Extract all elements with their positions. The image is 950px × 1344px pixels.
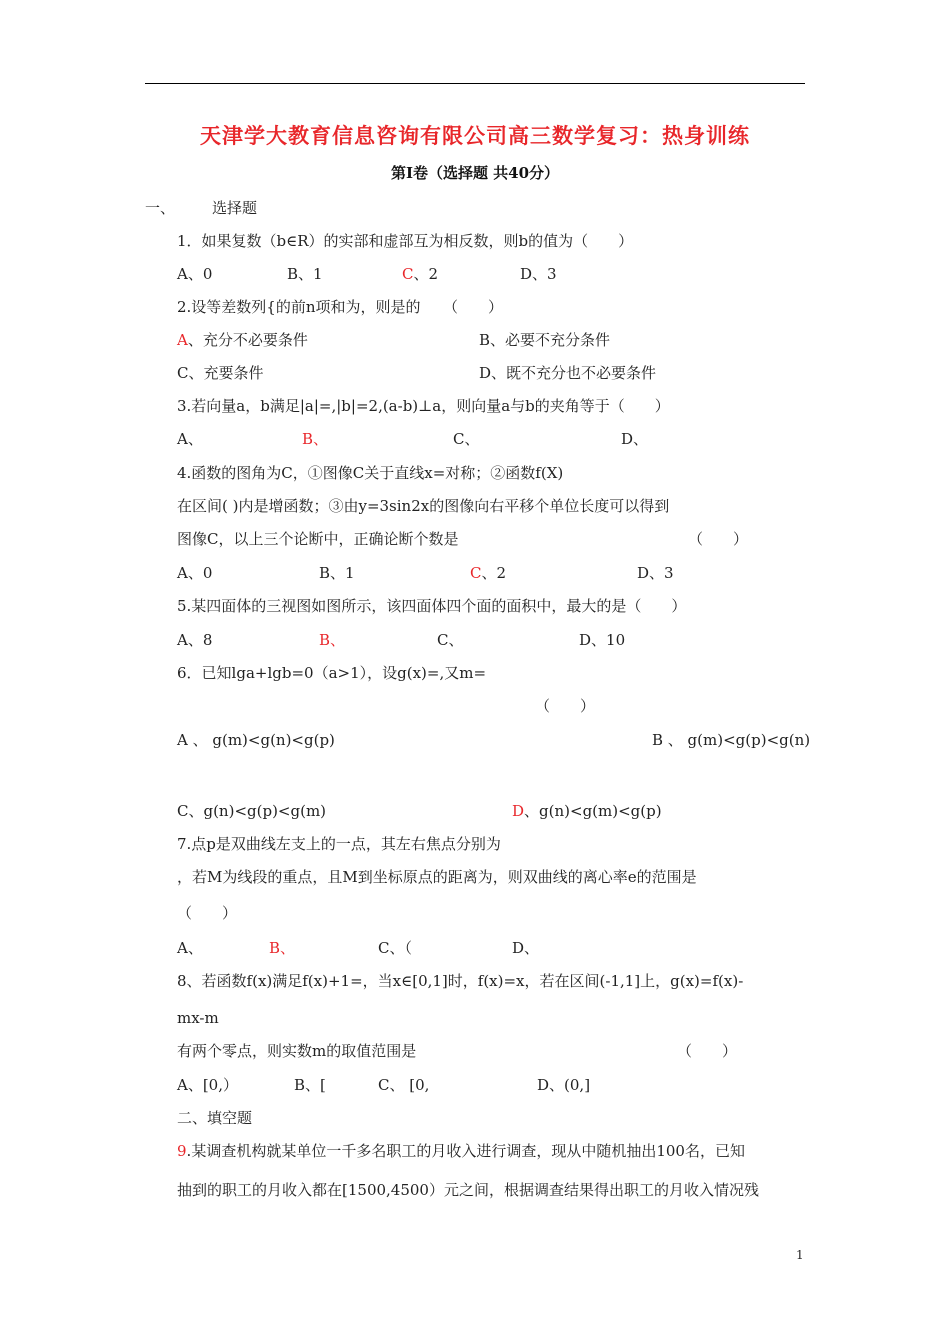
question-7-line-2: ，若M为线段的重点，且M到坐标原点的距离为，则双曲线的离心率e的范围是 xyxy=(177,868,697,886)
option-b: B、1 xyxy=(319,564,355,582)
option-a: A、0 xyxy=(177,564,213,582)
question-number: 9 xyxy=(177,1142,187,1160)
answer-parentheses: （ ） xyxy=(677,1042,738,1060)
option-c: C、 [0, xyxy=(378,1076,430,1094)
question-6: 6．已知lga+lgb=0（a>1），设g(x)=,又m= xyxy=(177,664,487,682)
answer-mark: C xyxy=(402,265,414,283)
option-b: B、必要不充分条件 xyxy=(479,331,611,349)
option-a: A、8 xyxy=(177,631,213,649)
document-subtitle: 第Ⅰ卷（选择题 共40分） xyxy=(390,164,560,182)
option-d: D、 xyxy=(512,939,540,957)
answer-mark: C xyxy=(470,564,482,582)
option-d: D、(0,] xyxy=(537,1076,591,1094)
option-d: D、 xyxy=(621,430,649,448)
option-a: A、[0,） xyxy=(177,1076,238,1094)
option-a: A、0 xyxy=(177,265,213,283)
option-c: C、g(n)<g(p)<g(m) xyxy=(177,802,327,820)
section-number: 一、 xyxy=(145,199,176,217)
option-d: D、g(n)<g(m)<g(p) xyxy=(512,802,662,820)
option-d: D、3 xyxy=(520,265,557,283)
option-b: B 、 g(m)<g(p)<g(n) xyxy=(652,731,811,749)
answer-mark: D xyxy=(512,802,525,820)
option-a: A 、 g(m)<g(n)<g(p) xyxy=(177,731,335,749)
option-c: C、2 xyxy=(402,265,439,283)
answer-parentheses: （ ） xyxy=(177,904,238,922)
option-b: B、 xyxy=(319,631,346,649)
option-a: A、 xyxy=(177,939,203,957)
answer-mark: A xyxy=(177,331,188,349)
option-b: B、 xyxy=(269,939,296,957)
header-rule xyxy=(145,83,805,84)
option-a: A、 xyxy=(177,430,203,448)
option-c: C、2 xyxy=(470,564,507,582)
question-8-line-2: mx-m xyxy=(177,1009,219,1027)
option-b: B、1 xyxy=(287,265,323,283)
question-4-line-2: 在区间( )内是增函数；③由y=3sin2x的图像向右平移个单位长度可以得到 xyxy=(177,497,670,515)
answer-parentheses: （ ） xyxy=(535,697,596,715)
question-7-line-1: 7.点p是双曲线左支上的一点，其左右焦点分别为 xyxy=(177,835,501,853)
question-4-line-1: 4.函数的图角为C，①图像C关于直线x=对称；②函数f(X) xyxy=(177,464,564,482)
question-4-line-3: 图像C，以上三个论断中，正确论断个数是 xyxy=(177,530,459,548)
question-1: 1．如果复数（b∈R）的实部和虚部互为相反数，则b的值为（ ） xyxy=(177,232,634,250)
page-number: 1 xyxy=(796,1248,804,1262)
question-2: 2.设等差数列{的前n项和为，则是的 （ ） xyxy=(177,298,504,316)
option-d: D、10 xyxy=(579,631,626,649)
question-8-line-3: 有两个零点，则实数m的取值范围是 xyxy=(177,1042,417,1060)
option-d: D、3 xyxy=(637,564,674,582)
option-c: C、充要条件 xyxy=(177,364,264,382)
question-8-line-1: 8、若函数f(x)满足f(x)+1=，当x∈[0,1]时，f(x)=x，若在区间(-1,1]上，g(x)=f(x)- xyxy=(177,972,744,990)
option-a: A、充分不必要条件 xyxy=(177,331,308,349)
question-5: 5.某四面体的三视图如图所示，该四面体四个面的面积中，最大的是（ ） xyxy=(177,597,687,615)
question-3: 3.若向量a，b满足|a|=,|b|=2,(a-b)⊥a，则向量a与b的夹角等于（ ） xyxy=(177,397,670,415)
option-c: C、（ xyxy=(378,939,412,957)
option-b: B、 xyxy=(302,430,329,448)
section-heading: 选择题 xyxy=(212,199,258,217)
option-c: C、 xyxy=(453,430,480,448)
answer-parentheses: （ ） xyxy=(688,530,749,548)
option-c: C、 xyxy=(437,631,464,649)
question-9-line-1: 9.某调查机构就某单位一千多名职工的月收入进行调查，现从中随机抽出100名，已知 xyxy=(177,1142,745,1160)
document-title: 天津学大教育信息咨询有限公司高三数学复习：热身训练 xyxy=(200,123,750,148)
option-d: D、既不充分也不必要条件 xyxy=(479,364,657,382)
section-heading: 二、填空题 xyxy=(177,1109,253,1127)
option-b: B、[ xyxy=(294,1076,326,1094)
question-9-line-2: 抽到的职工的月收入都在[1500,4500）元之间，根据调查结果得出职工的月收入情况残 xyxy=(177,1181,759,1199)
